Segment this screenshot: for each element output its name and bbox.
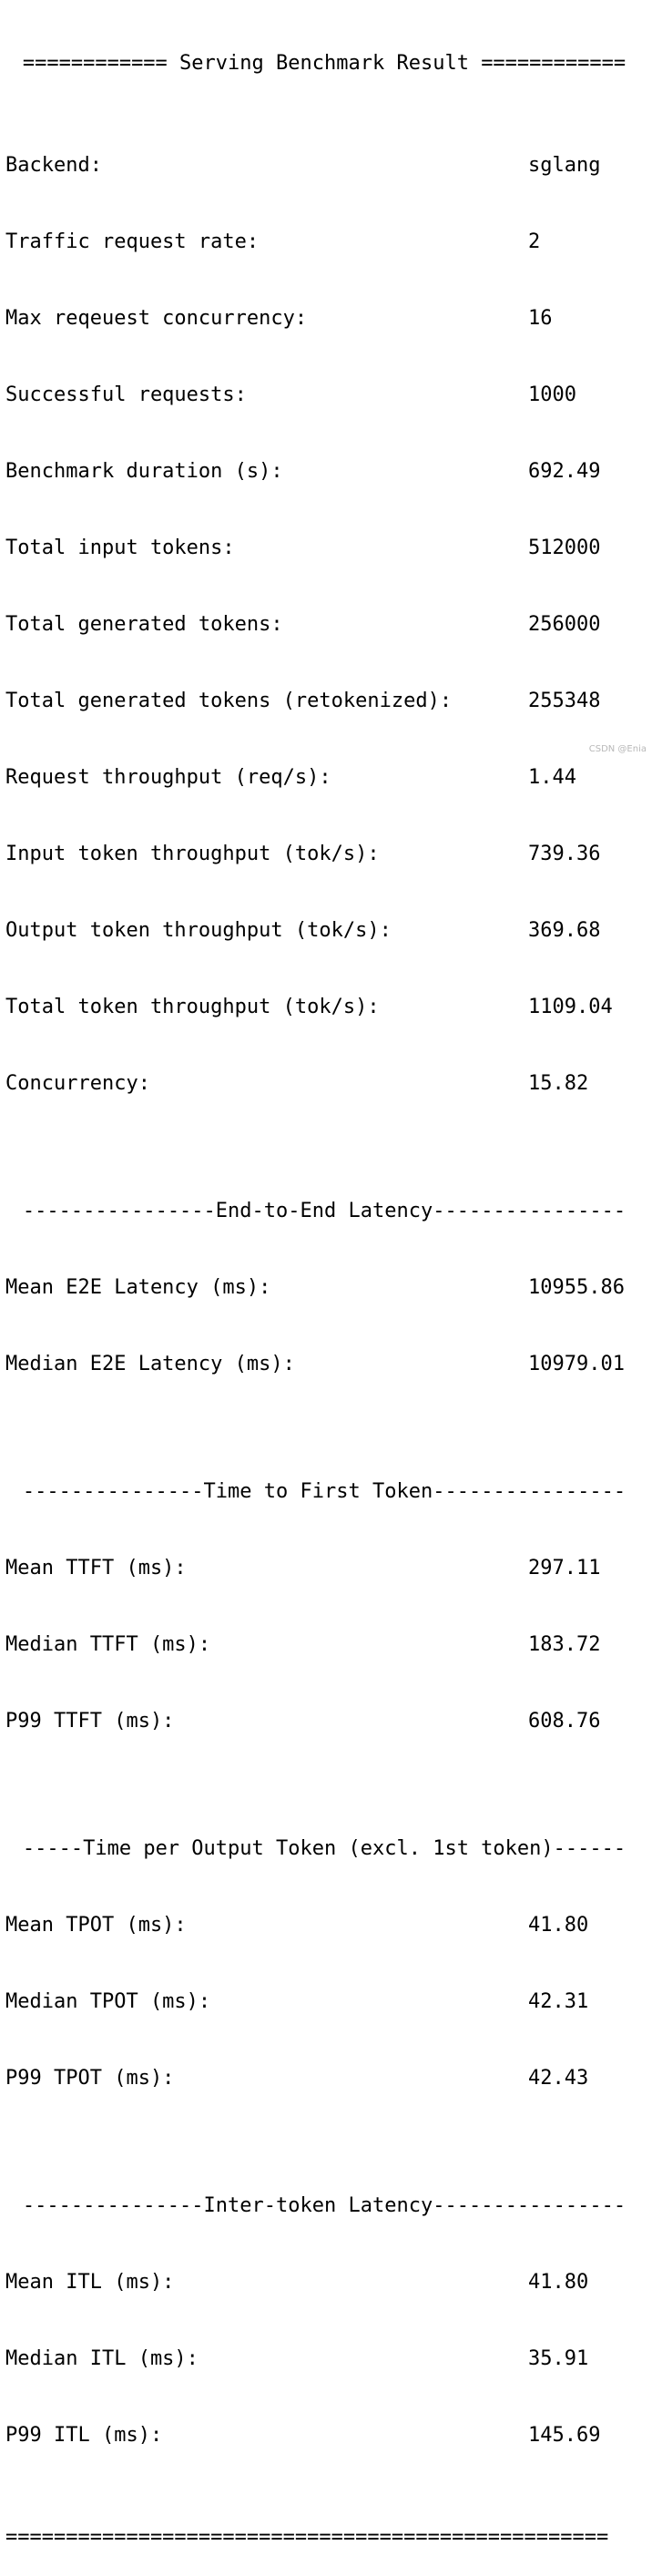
- itl-row: [5, 2346, 647, 2372]
- metric-value: 10955.86: [528, 1276, 625, 1299]
- separator-rule-left: ---------------: [22, 1480, 204, 1503]
- metric-label: Mean TPOT (ms):: [5, 1914, 187, 1937]
- separator-rule-left: -----: [22, 1837, 84, 1860]
- metric-label: Total input tokens:: [5, 537, 235, 559]
- metric-value: 1000: [528, 383, 576, 406]
- ttft-row: [5, 1709, 647, 1734]
- metric-value: 739.36: [528, 843, 601, 865]
- latency-row: [5, 1352, 647, 1377]
- metric-label: Total generated tokens (retokenized):: [5, 690, 453, 712]
- summary-row: [5, 918, 647, 944]
- metric-label: Mean ITL (ms):: [5, 2271, 175, 2294]
- metric-label: Input token throughput (tok/s):: [5, 843, 380, 865]
- tpot-row: [5, 1989, 647, 2015]
- summary-row: [5, 765, 647, 791]
- metric-value: 297.11: [528, 1557, 601, 1579]
- section-separator: [5, 1836, 643, 1862]
- separator-rule-right: ----------------: [433, 2194, 627, 2217]
- metric-label: Output token throughput (tok/s):: [5, 919, 392, 942]
- metric-value: 15.82: [528, 1072, 589, 1095]
- metric-value: 692.49: [528, 460, 601, 483]
- metric-value: 41.80: [528, 2271, 589, 2294]
- metric-label: Successful requests:: [5, 383, 247, 406]
- metric-label: P99 TPOT (ms):: [5, 2067, 175, 2090]
- separator-rule-right: ----------------: [433, 1200, 627, 1222]
- section-title: Time per Output Token (excl. 1st token): [83, 1837, 554, 1860]
- section-title: End-to-End Latency: [215, 1200, 433, 1222]
- metric-label: P99 TTFT (ms):: [5, 1710, 175, 1733]
- metric-label: Median TTFT (ms):: [5, 1633, 211, 1656]
- metric-label: Mean E2E Latency (ms):: [5, 1276, 271, 1299]
- summary-row: [5, 153, 647, 179]
- summary-row: [5, 689, 647, 714]
- benchmark-output: [5, 0, 647, 2576]
- section-separator: [5, 1199, 643, 1224]
- metric-label: Median TPOT (ms):: [5, 1990, 211, 2013]
- header-title: Serving Benchmark Result: [167, 52, 482, 75]
- metric-label: Median ITL (ms):: [5, 2347, 199, 2370]
- footer-rule: [5, 2525, 643, 2550]
- section-title: Time to First Token: [203, 1480, 433, 1503]
- tpot-row: [5, 1913, 647, 1938]
- section-title: Inter-token Latency: [203, 2194, 433, 2217]
- metric-label: Concurrency:: [5, 1072, 150, 1095]
- metric-value: 10979.01: [528, 1353, 625, 1375]
- metric-label: Total token throughput (tok/s):: [5, 996, 380, 1018]
- metric-value: 608.76: [528, 1710, 601, 1733]
- summary-row: [5, 230, 647, 255]
- ttft-row: [5, 1632, 647, 1658]
- header-rule-left: ============: [22, 52, 168, 75]
- summary-row: [5, 995, 647, 1020]
- watermark: CSDN @Enia: [588, 744, 647, 754]
- metric-label: Total generated tokens:: [5, 613, 283, 636]
- metric-value: 369.68: [528, 919, 601, 942]
- metric-label: Mean TTFT (ms):: [5, 1557, 187, 1579]
- metric-label: Backend:: [5, 154, 102, 177]
- metric-value: 255348: [528, 690, 601, 712]
- metric-value: 183.72: [528, 1633, 601, 1656]
- ttft-row: [5, 1556, 647, 1581]
- summary-row: [5, 306, 647, 332]
- separator-rule-left: ---------------: [22, 2194, 204, 2217]
- metric-label: Median E2E Latency (ms):: [5, 1353, 295, 1375]
- section-separator: [5, 1479, 643, 1505]
- metric-value: 42.31: [528, 1990, 589, 2013]
- metric-value: 2: [528, 230, 541, 253]
- metric-value: 1.44: [528, 766, 576, 789]
- itl-row: [5, 2423, 647, 2448]
- summary-row: [5, 1071, 647, 1097]
- separator-rule-right: ------: [553, 1837, 627, 1860]
- tpot-row: [5, 2066, 647, 2091]
- metric-label: Benchmark duration (s):: [5, 460, 283, 483]
- metric-value: 256000: [528, 613, 601, 636]
- summary-row: [5, 536, 647, 561]
- latency-row: [5, 1275, 647, 1301]
- header-rule-right: ============: [481, 52, 627, 75]
- itl-row: [5, 2270, 647, 2295]
- separator-rule-left: ----------------: [22, 1200, 216, 1222]
- metric-value: 1109.04: [528, 996, 613, 1018]
- metric-label: Traffic request rate:: [5, 230, 260, 253]
- summary-row: [5, 612, 647, 638]
- metric-value: 16: [528, 307, 553, 330]
- metric-value: sglang: [528, 154, 601, 177]
- summary-row: [5, 842, 647, 867]
- metric-value: 145.69: [528, 2424, 601, 2447]
- summary-row: [5, 459, 647, 485]
- metric-label: P99 ITL (ms):: [5, 2424, 163, 2447]
- metric-label: Request throughput (req/s):: [5, 766, 331, 789]
- summary-row: [5, 383, 647, 408]
- metric-value: 512000: [528, 537, 601, 559]
- separator-rule-right: ----------------: [433, 1480, 627, 1503]
- metric-value: 35.91: [528, 2347, 589, 2370]
- result-header: [5, 51, 643, 77]
- footer-rule-text: ==================================================: [5, 2526, 609, 2549]
- metric-value: 41.80: [528, 1914, 589, 1937]
- metric-label: Max reqeuest concurrency:: [5, 307, 308, 330]
- metric-value: 42.43: [528, 2067, 589, 2090]
- section-separator: [5, 2193, 643, 2219]
